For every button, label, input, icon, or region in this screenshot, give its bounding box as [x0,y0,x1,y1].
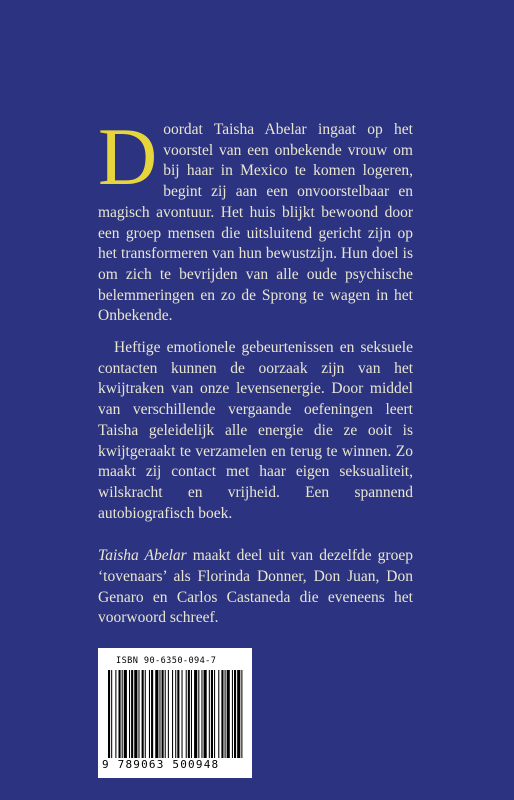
barcode-stripe [172,670,173,758]
barcode-stripe [108,670,110,758]
barcode-stripe [177,670,179,758]
drop-cap-letter: D [98,111,158,202]
barcode-stripe [198,670,199,758]
barcode-stripe [115,670,116,758]
barcode-stripe [218,670,219,758]
isbn-number: ISBN 90-6350-094-7 [116,656,217,666]
barcode-stripe [159,670,160,758]
barcode-stripe [129,670,130,758]
barcode-stripe [241,670,242,758]
barcode-digits: 9 789063 500948 [102,758,220,771]
barcode-stripe [234,670,236,758]
barcode-stripe [182,670,183,758]
barcode-stripe [165,670,166,758]
author-bio [98,546,413,629]
barcode-stripe [188,670,190,758]
barcode-stripe [122,670,123,758]
barcode-stripe [134,670,137,758]
barcode-stripe [221,670,223,758]
barcode-stripe [201,670,202,758]
second-paragraph: Heftige emotionele gebeurtenissen en seksuele contacten kunnen de oorzaak zijn van het kwijtraken van onze levensenergie. Door middel van verschillende vergaande oefeningen leert Taisha geleidelijk alle energie die ze ooit is kwijtgeraakt te verzamelen en terug te winnen. Zo maakt zij contact met haar eigen seksualiteit, wilskracht en vrijheid. Een spannend autobiografisch boek. [98,339,413,522]
barcode-stripe [138,670,139,758]
barcode-stripe [232,670,233,758]
barcode-stripe [227,670,230,758]
blurb [98,111,413,629]
barcode-stripe [204,670,207,758]
barcode-stripe [191,670,192,758]
barcode-stripe [186,670,187,758]
barcode-stripe [209,670,210,758]
barcode-bars [108,670,244,758]
barcode-stripe [211,670,213,758]
barcode-stripe [162,670,164,758]
barcode-stripe [124,670,127,758]
intro-paragraph [98,111,413,327]
barcode-stripe [142,670,144,758]
author-name: Taisha Abelar [98,547,187,565]
barcode-stripe [131,670,133,758]
barcode-stripe [145,670,146,758]
barcode-stripe [194,670,197,758]
intro-text: oordat Taisha Abelar ingaat op het voorstel van een onbekende vrouw om bij haar in Mexico te komen logeren, begint zij aan een onvoorstelbaar en magisch avontuur. Het huis blijkt bewoond door een groep mensen die uitsluitend gericht zijn op het transformeren van hun bewustzijn. Hun doel is om zich te bevrijden van alle oude psychische belemmeringen en zo de Sprong te wagen in het Onbekende. [98,121,413,325]
barcode-stripe [175,670,176,758]
barcode-stripe [151,670,153,758]
bio-text: maakt deel uit van dezelfde groep ‘tovenaars’ als Florinda Donner, Don Juan, Don Genaro en Carlos Castaneda die eveneens het voorwoord schreef. [98,547,413,627]
barcode-stripe [214,670,215,758]
barcode-stripe [237,670,240,758]
barcode-stripe [149,670,150,758]
barcode-stripe [225,670,226,758]
barcode-stripe [155,670,158,758]
barcode-stripe [111,670,112,758]
barcode-stripe [119,670,121,758]
barcode-label [98,648,252,778]
barcode-stripe [168,670,169,758]
